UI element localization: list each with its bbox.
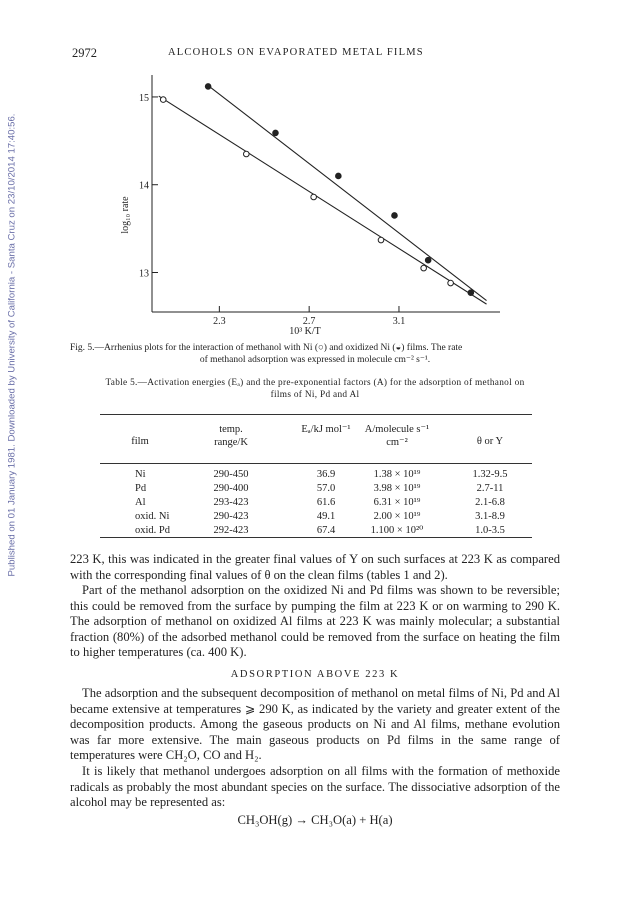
filled-circle-point — [336, 173, 342, 179]
body-paragraph-3: The adsorption and the subsequent decomposition of methanol on metal films of Ni, Pd and Al became extensive at temperatures ⩾ 290 K, as indicated by the variety and greater extent of the decomposition products. Among the gaseous products on Ni and Al films, methane evolution was far more extensive. The main gaseous products on Pd films in the same range of temperatures were CH₂O, CO and H₂. — [70, 686, 560, 762]
table-cell-ea: 67.4 — [316, 525, 336, 536]
col-header-temp: temp. range/K — [214, 424, 248, 448]
table-cell-a: 3.98 × 10¹⁹ — [373, 483, 421, 494]
open-circle-point — [311, 194, 317, 200]
table-cell-temp: 290-423 — [213, 511, 249, 522]
filled-circle-point — [392, 213, 398, 219]
x-axis-label: 10³ K/T — [289, 326, 321, 337]
open-circle-point — [448, 280, 454, 286]
table-cell-temp: 292-423 — [213, 525, 249, 536]
table-cell-a: 1.100 × 10²⁰ — [370, 525, 424, 536]
arrhenius-chart — [0, 0, 624, 340]
chart-axes — [152, 75, 500, 312]
table-cell-a: 2.00 × 10¹⁹ — [373, 511, 421, 522]
y-axis-label: log₁₀ rate — [120, 196, 131, 234]
figure-caption-line-2: of methanol adsorption was expressed in molecule cm⁻² s⁻¹. — [199, 355, 431, 365]
col-header-a: A/molecule s⁻¹ cm⁻² — [364, 424, 430, 448]
table-cell-theta: 2.1-6.8 — [475, 497, 505, 508]
table-cell-ea: 61.6 — [316, 497, 336, 508]
table-cell-film: oxid. Pd — [135, 525, 171, 536]
figure-caption-line-1: Fig. 5.—Arrhenius plots for the interaction of methanol with Ni (○) and oxidized Ni (◒) films. The rate — [70, 343, 463, 353]
equation: CH₃OH(g) → CH₃O(a) + H(a) — [237, 813, 393, 827]
col-header-ea: Eₐ/kJ mol⁻¹ — [301, 424, 351, 435]
table-cell-temp: 290-450 — [213, 469, 249, 480]
col-header-film: film — [131, 436, 149, 447]
x-tick-label: 2.7 — [302, 316, 316, 327]
y-tick-label: 15 — [139, 92, 149, 104]
body-paragraph-4: It is likely that methanol undergoes adsorption on all films with the formation of methoxide radicals as probably the most abundant species on the surface. The dissociative adsorption of the alcohol may be represented as: — [70, 764, 560, 809]
open-circle-point — [243, 151, 249, 157]
section-heading: ADSORPTION ABOVE 223 K — [230, 669, 400, 680]
table-cell-a: 1.38 × 10¹⁹ — [373, 469, 421, 480]
x-tick-label: 3.1 — [392, 316, 406, 327]
body-paragraph-1: 223 K, this was indicated in the greater final values of Y on such surfaces at 223 K as compared with the corresponding final values of θ on the clean films (tables 1 and 2). — [70, 552, 560, 582]
y-tick-label: 13 — [139, 268, 149, 280]
filled-circle-point — [425, 257, 431, 263]
table-cell-film: Pd — [135, 483, 147, 494]
table-cell-ea: 57.0 — [316, 483, 336, 494]
table-cell-ea: 49.1 — [316, 511, 336, 522]
filled-circle-point — [468, 290, 474, 296]
open-circle-point — [378, 237, 384, 243]
table-cell-film: Al — [135, 497, 146, 508]
body-paragraph-2: Part of the methanol adsorption on the oxidized Ni and Pd films was shown to be reversible; this could be removed from the surface by pumping the film at 223 K or on warming to 290 K. The adsorption of methanol on oxidized Al films at 223 K was mainly molecular; a substantial fraction (80%) of the adsorbed methanol could be removed from the surface on heating the film to higher temperatures (ca. 400 K). — [70, 583, 560, 659]
x-tick-label: 2.3 — [213, 316, 226, 327]
table-cell-theta: 3.1-8.9 — [475, 511, 505, 522]
figure-caption — [70, 342, 560, 366]
filled-circle-point — [273, 130, 279, 136]
filled-circle-point — [205, 84, 211, 90]
chart-ticks — [139, 93, 405, 327]
data-markers — [160, 84, 473, 296]
fit-lines — [159, 86, 487, 305]
table-cell-temp: 293-423 — [213, 497, 249, 508]
table-header-rule — [100, 463, 532, 464]
table-cell-temp: 290-400 — [213, 483, 249, 494]
table-cell-film: Ni — [135, 469, 146, 480]
table-cell-ea: 36.9 — [316, 469, 336, 480]
table-caption: Table 5.—Activation energies (Eₐ) and the pre-exponential factors (A) for the adsorption of methanol on films of Ni, Pd and Al — [105, 378, 525, 400]
table-cell-a: 6.31 × 10¹⁹ — [373, 497, 421, 508]
download-notice-text: Published on 01 January 1981. Downloaded by University of California - Santa Cruz on 23/10/2014 17:40:56. — [6, 113, 18, 577]
series-line-0 — [159, 96, 487, 304]
y-tick-label: 14 — [139, 180, 149, 192]
table-cell-theta: 1.0-3.5 — [475, 525, 505, 536]
col-header-theta: θ or Y — [476, 436, 504, 447]
table-cell-film: oxid. Ni — [135, 511, 170, 522]
table-top-rule — [100, 414, 532, 415]
table-cell-theta: 1.32-9.5 — [472, 469, 508, 480]
series-line-1 — [208, 86, 486, 301]
running-title: ALCOHOLS ON EVAPORATED METAL FILMS — [168, 47, 424, 58]
open-circle-point — [421, 265, 427, 271]
open-circle-point — [160, 97, 166, 103]
table-cell-theta: 2.7-11 — [476, 483, 504, 494]
page-number: 2972 — [72, 46, 97, 60]
